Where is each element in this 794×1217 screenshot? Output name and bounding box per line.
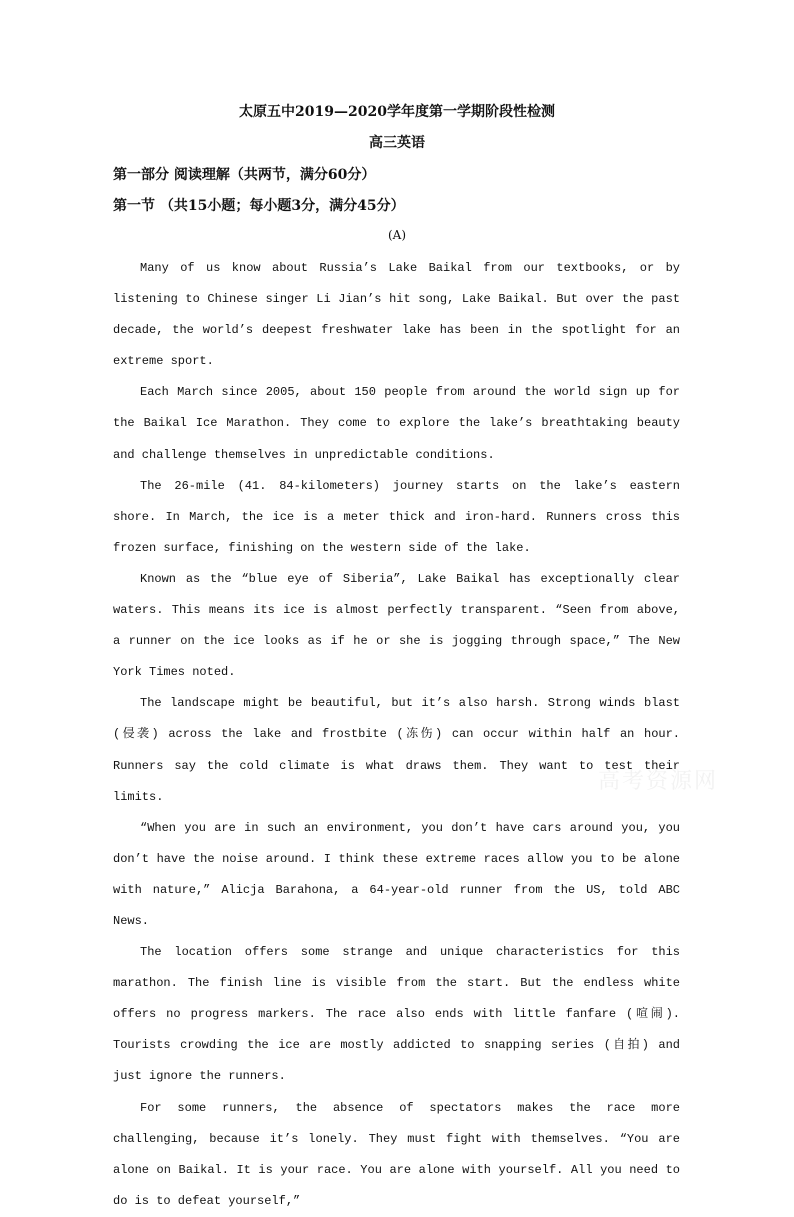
part-heading: 第一部分 阅读理解（共两节，满分60分） <box>113 167 376 183</box>
watermark: 高考资源网 <box>598 769 719 794</box>
exam-title: 太原五中2019—2020学年度第一学期阶段性检测 <box>239 104 555 120</box>
paragraph-7: The location offers some strange and unique characteristics for this marathon. The finish line is visible from the start. But the endless white offers no progress markers. The race also ends with little fanfare (喧闹). Tourists crowding the ice are mostly addicted to snapping series (自拍) and just ignore the runners. <box>113 945 680 1084</box>
passage-body <box>113 253 680 1217</box>
paragraph-4: Known as the “blue eye of Siberia”, Lake Baikal has exceptionally clear waters. This means its ice is almost perfectly transparent. “Seen from above, a runner on the ice looks as if he or she is jogging through space,” The New York Times noted. <box>113 571 680 680</box>
section-heading: 第一节 （共15小题；每小题3分，满分45分） <box>113 198 405 214</box>
paragraph-8: For some runners, the absence of spectators makes the race more challenging, because it’s lonely. They must fight with themselves. “You are alone on Baikal. It is your race. You are alone with yourself. All you need to do is to defeat yourself,” <box>113 1100 680 1208</box>
paragraph-5: The landscape might be beautiful, but it’s also harsh. Strong winds blast (侵袭) across the lake and frostbite (冻伤) can occur within half an hour. Runners say the cold climate is what draws them. They want to test their limits. <box>113 696 680 804</box>
subject-title: 高三英语 <box>369 135 425 151</box>
passage-label: (A) <box>387 228 407 242</box>
paragraph-1: Many of us know about Russia’s Lake Baikal from our textbooks, or by listening to Chinese singer Li Jian’s hit song, Lake Baikal. But over the past decade, the world’s deepest freshwater lake has been in the spotlight for an extreme sport. <box>113 261 680 369</box>
paragraph-2: Each March since 2005, about 150 people from around the world sign up for the Baikal Ice Marathon. They come to explore the lake’s breathtaking beauty and challenge themselves in unpredictable conditions. <box>113 385 680 462</box>
paragraph-3: The 26-mile (41. 84-kilometers) journey starts on the lake’s eastern shore. In March, the ice is a meter thick and iron-hard. Runners cross this frozen surface, finishing on the western side of the lake. <box>113 478 680 555</box>
paragraph-6: “When you are in such an environment, you don’t have cars around you, you don’t have the noise around. I think these extreme races allow you to be alone with nature,” Alicja Barahona, a 64-year-old runner from the US, told ABC News. <box>113 820 680 928</box>
